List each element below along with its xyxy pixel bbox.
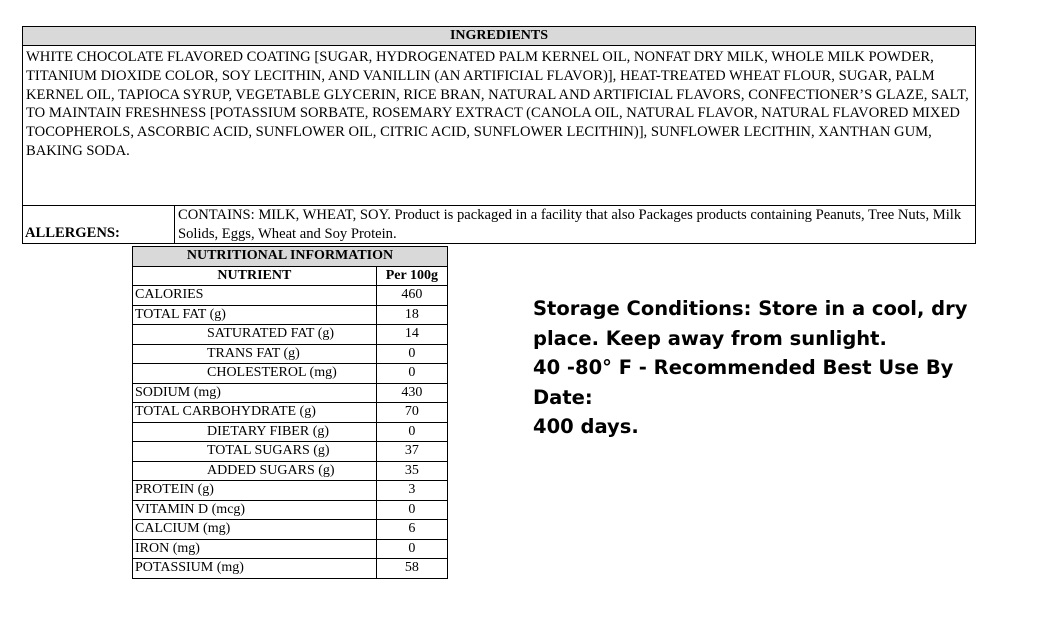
storage-conditions — [533, 294, 1003, 442]
nutrient-name: IRON (mg) — [133, 539, 377, 559]
nutrient-value: 460 — [376, 286, 447, 306]
ingredients-heading: INGREDIENTS — [23, 27, 976, 46]
allergens-label: ALLERGENS: — [23, 206, 175, 244]
storage-line: place. Keep away from sunlight. — [533, 326, 887, 350]
allergens-text: CONTAINS: MILK, WHEAT, SOY. Product is packaged in a facility that also Packages products containing Peanuts, Tree Nuts, Milk Solids, Eggs, Wheat and Soy Protein. — [175, 206, 976, 244]
nutrient-name: PROTEIN (g) — [133, 481, 377, 501]
nutrient-row — [133, 461, 448, 481]
nutrient-row — [133, 422, 448, 442]
nutrient-row — [133, 539, 448, 559]
nutrient-value: 3 — [376, 481, 447, 501]
ingredients-text: WHITE CHOCOLATE FLAVORED COATING [SUGAR, HYDROGENATED PALM KERNEL OIL, NONFAT DRY MILK, WHOLE MILK POWDER, TITANIUM DIOXIDE COLOR, SOY LECITHIN, AND VANILLIN (AN ARTIFICIAL FLAVOR)], HEAT-TREATED WHEAT FLOUR, SUGAR, PALM KERNEL OIL, TAPIOCA SYRUP, VEGETABLE GLYCERIN, RICE BRAN, NATURAL AND ARTIFICIAL FLAVORS, CONFECTIONER’S GLAZE, SALT, TO MAINTAIN FRESHNESS [POTASSIUM SORBATE, ROSEMARY EXTRACT (CANOLA OIL, NATURAL FLAVOR, NATURAL FLAVORED MIXED TOCOPHEROLS, ASCORBIC ACID, SUNFLOWER OIL, CITRIC ACID, SUNFLOWER LECITHIN)], SUNFLOWER LECITHIN, XANTHAN GUM, BAKING SODA. — [23, 46, 976, 206]
nutrient-name: VITAMIN D (mcg) — [133, 500, 377, 520]
storage-line: 400 days. — [533, 415, 639, 438]
nutrient-value: 0 — [376, 539, 447, 559]
nutrient-value: 37 — [376, 442, 447, 462]
nutrient-name: TOTAL CARBOHYDRATE (g) — [133, 403, 377, 423]
nutrient-value: 0 — [376, 364, 447, 384]
nutrient-name: TOTAL SUGARS (g) — [133, 442, 377, 462]
ingredients-table — [22, 26, 976, 244]
nutrient-name: CALORIES — [133, 286, 377, 306]
nutrient-row — [133, 286, 448, 306]
nutrient-value: 70 — [376, 403, 447, 423]
nutrient-row — [133, 364, 448, 384]
nutrient-name: TRANS FAT (g) — [133, 344, 377, 364]
nutrient-row — [133, 325, 448, 345]
nutrient-value: 14 — [376, 325, 447, 345]
nutrient-value: 18 — [376, 305, 447, 325]
storage-line: Storage Conditions: Store in a cool, dry — [533, 297, 968, 320]
nutrient-name: POTASSIUM (mg) — [133, 559, 377, 579]
nutrient-row — [133, 344, 448, 364]
nutrient-value: 35 — [376, 461, 447, 481]
per-100g-column-header: Per 100g — [376, 266, 447, 286]
nutrient-column-header: NUTRIENT — [133, 266, 377, 286]
storage-line: 40 -80° F - Recommended Best Use By Date: — [533, 356, 954, 409]
nutrition-table — [132, 246, 448, 579]
nutrient-row — [133, 520, 448, 540]
nutrient-row — [133, 403, 448, 423]
nutrient-value: 58 — [376, 559, 447, 579]
nutrient-value: 0 — [376, 344, 447, 364]
nutrient-value: 430 — [376, 383, 447, 403]
nutrient-value: 0 — [376, 500, 447, 520]
nutrient-name: TOTAL FAT (g) — [133, 305, 377, 325]
nutrient-row — [133, 442, 448, 462]
nutrient-name: SODIUM (mg) — [133, 383, 377, 403]
nutrient-row — [133, 383, 448, 403]
nutrient-name: DIETARY FIBER (g) — [133, 422, 377, 442]
nutrient-row — [133, 500, 448, 520]
nutrient-row — [133, 481, 448, 501]
nutrient-value: 6 — [376, 520, 447, 540]
nutrient-name: ADDED SUGARS (g) — [133, 461, 377, 481]
nutrient-row — [133, 305, 448, 325]
nutrient-row — [133, 559, 448, 579]
nutrient-name: SATURATED FAT (g) — [133, 325, 377, 345]
nutrient-value: 0 — [376, 422, 447, 442]
nutrition-title: NUTRITIONAL INFORMATION — [133, 247, 448, 267]
nutrient-name: CHOLESTEROL (mg) — [133, 364, 377, 384]
nutrient-name: CALCIUM (mg) — [133, 520, 377, 540]
